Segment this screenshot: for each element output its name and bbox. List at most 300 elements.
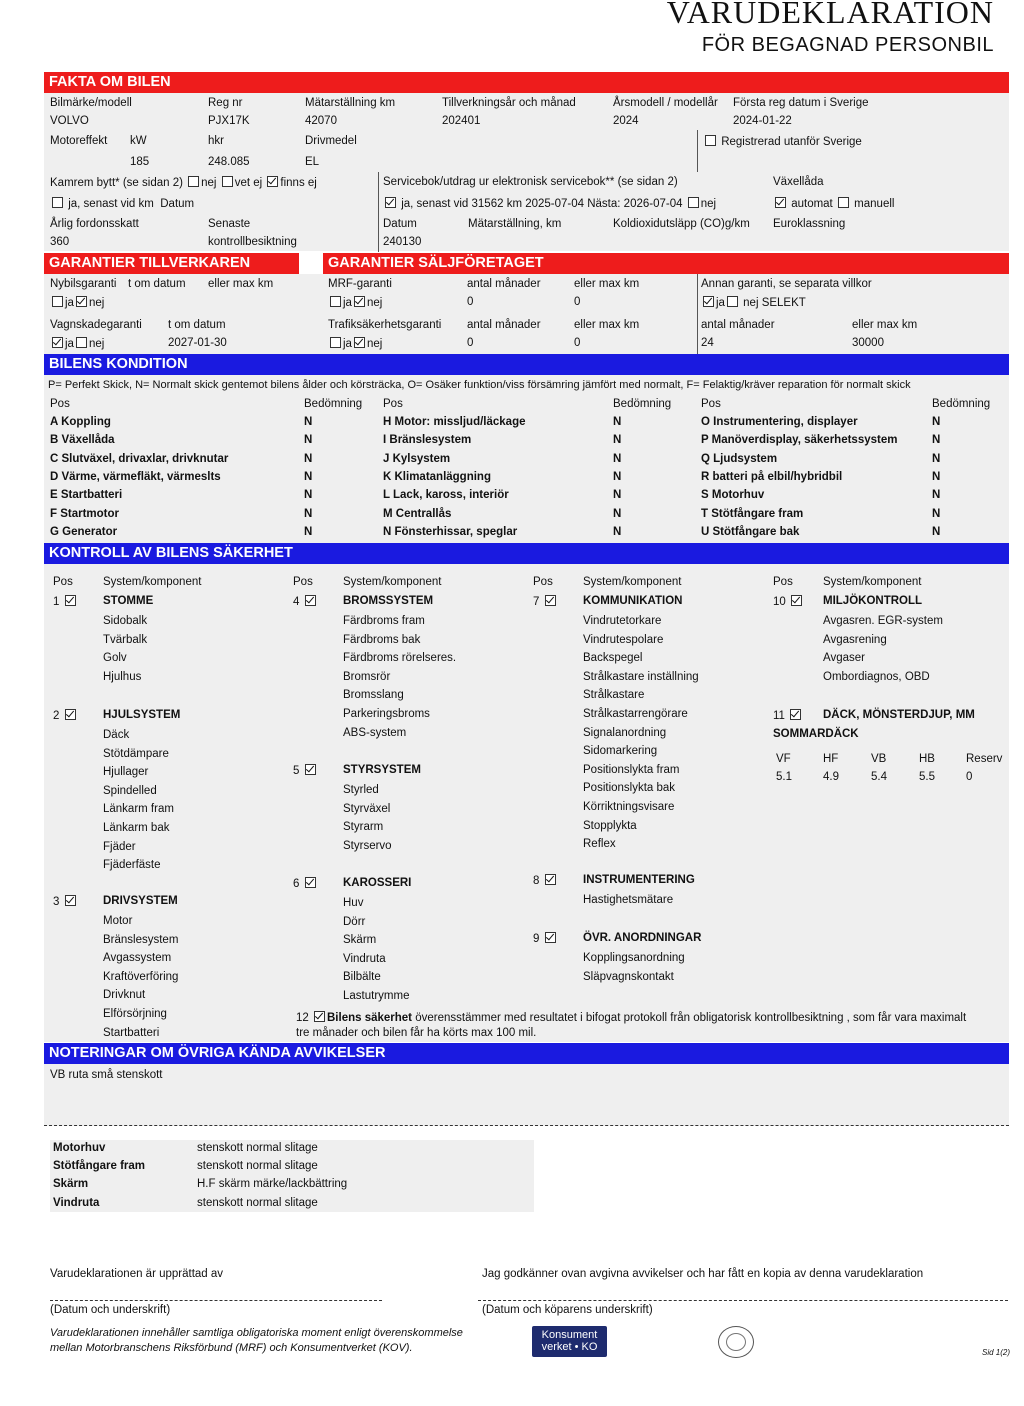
sakerhet-group-title: INSTRUMENTERING [583, 874, 695, 886]
vagn-ja-label: ja [65, 338, 74, 350]
trafik-antal-label: antal månader [467, 319, 541, 331]
section-fakta-heading: FAKTA OM BILEN [44, 72, 1009, 93]
noteringar-text: VB ruta små stenskott [50, 1069, 163, 1081]
sakerhet-group-title: HJULSYSTEM [103, 709, 181, 721]
avvikelse-value: stenskott normal slitage [197, 1142, 318, 1154]
kondition-item-value: N [613, 470, 622, 483]
kw-value: 185 [130, 156, 150, 168]
tyre-value: 5.5 [919, 771, 935, 783]
sakerhet-item: Avgaser [823, 652, 865, 665]
sakerhet-item: Hastighetsmätare [583, 894, 674, 906]
drivmedel-value: EL [305, 156, 320, 168]
sakerhet-item: Tvärbalk [103, 633, 148, 646]
kondition-item-name: D Värme, värmefläkt, värmeslts [50, 470, 221, 483]
sakerhet-item: Startbatteri [103, 1026, 160, 1039]
sakerhet-group-pos [53, 709, 78, 722]
manuell-checkbox[interactable] [838, 197, 849, 208]
trafik-ja-checkbox[interactable] [330, 337, 341, 348]
kondition-item-value: N [932, 489, 941, 502]
kamrem-finnsej-checkbox[interactable] [267, 176, 278, 187]
kondition-item-name: I Bränslesystem [383, 434, 472, 447]
sakerhet-item: Styrservo [343, 839, 392, 852]
mrf-seal-icon [718, 1326, 754, 1358]
kontroll-label: kontrollbesiktning [208, 236, 297, 248]
mrf-label: MRF-garanti [328, 278, 392, 290]
sakerhet-item: Vindrutespolare [583, 633, 664, 646]
annan-km: 30000 [852, 337, 884, 349]
kondition-item-value: N [932, 434, 941, 447]
sakerhet-group-checkbox[interactable] [65, 709, 76, 720]
vagn-ja-checkbox[interactable] [52, 337, 63, 348]
sakerhet-group-number: 9 [533, 933, 543, 945]
sakerhet-group-pos [293, 877, 318, 890]
nybil-maxkm-label: eller max km [208, 278, 274, 290]
sakerhet-group-checkbox[interactable] [545, 874, 556, 885]
regnr-label: Reg nr [208, 97, 243, 109]
avvikelse-value: H.F skärm märke/lackbättring [197, 1178, 348, 1191]
tyre-head: HB [919, 753, 935, 765]
kondition-item-value: N [304, 434, 313, 447]
forsta-label: Första reg datum i Sverige [733, 97, 869, 109]
sakerhet-group-title: KOMMUNIKATION [583, 595, 683, 607]
sakerhet-group-checkbox[interactable] [790, 709, 801, 720]
datum-kopare-label: (Datum och köparens underskrift) [482, 1304, 653, 1316]
page-number: Sid 1(2) [982, 1348, 1011, 1357]
arsmodell-value: 2024 [613, 115, 639, 127]
noteringar-panel [44, 1064, 1009, 1126]
skatt-label: Årlig fordonsskatt [50, 218, 139, 230]
vagn-datum: 2027-01-30 [168, 337, 227, 349]
sakerhet-group-title: ÖVR. ANORDNINGAR [583, 932, 702, 944]
service-ja-checkbox[interactable] [385, 197, 396, 208]
kondition-item-value: N [613, 452, 622, 465]
kondition-item-name: L Lack, kaross, interiör [383, 489, 509, 502]
note12-row [296, 1011, 966, 1024]
mrf-nej-checkbox[interactable] [354, 296, 365, 307]
kondition-item-name: O Instrumentering, displayer [701, 416, 858, 428]
kond-bed-3: Bedömning [932, 398, 991, 410]
konsumentverket-logo [532, 1326, 607, 1357]
forsta-value: 2024-01-22 [733, 115, 792, 127]
sakerhet-item: Avgasrening [823, 633, 887, 646]
section-garantier-salj-heading: GARANTIER SÄLJFÖRETAGET [323, 253, 1009, 274]
bilmarke-label: Bilmärke/modell [50, 97, 132, 109]
service-label: Servicebok/utdrag ur elektronisk servicebok** (se sidan 2) [383, 176, 678, 188]
sakerhet-group-number: 5 [293, 765, 303, 777]
nybil-choice [50, 296, 104, 309]
senaste-label: Senaste [208, 218, 251, 230]
tyre-value: 0 [966, 771, 973, 783]
annan-antal: 24 [701, 337, 714, 349]
sakerhet-item: Färdbroms fram [343, 615, 425, 627]
sakerhet-item: Dörr [343, 915, 366, 928]
sakerhet-group-title: DRIVSYSTEM [103, 895, 178, 907]
mrf-ja-label: ja [343, 297, 352, 309]
vagn-tom-label: t om datum [168, 319, 226, 331]
kondition-item-name: H Motor: missljud/läckage [383, 416, 526, 428]
annan-text: nej SELEKT [743, 297, 806, 309]
mrf-choice [328, 296, 382, 309]
kondition-item-value: N [932, 507, 941, 520]
kondition-item-value: N [932, 525, 941, 538]
note12-text2: tre månader och bilen får ha körts max 100 mil. [296, 1027, 537, 1039]
matar-label: Mätarställning km [305, 97, 396, 109]
sakerhet-item: Reflex [583, 838, 616, 851]
kondition-item-name: B Växellåda [50, 434, 115, 447]
sakerhet-item: Länkarm bak [103, 822, 170, 834]
sakerhet-item: Färdbroms bak [343, 633, 421, 646]
note12-text: överensstämmer med resultatet i bifogat protokoll från obligatorisk kontrollbesiktning , som får vara maximalt [412, 1012, 967, 1024]
kondition-item-name: Q Ljudsystem [701, 452, 778, 465]
kond-pos-2: Pos [383, 398, 403, 410]
mrf-ja-checkbox[interactable] [330, 296, 341, 307]
avvikelse-value: stenskott normal slitage [197, 1160, 318, 1173]
sakerhet-group-pos [773, 595, 804, 608]
divider [44, 1125, 1009, 1126]
sakerhet-item: Strålkastarrengörare [583, 708, 688, 720]
trafik-km: 0 [574, 337, 581, 349]
sakerhet-item: Släpvagnskontakt [583, 970, 674, 983]
page-title: VARUDEKLARATION [666, 0, 994, 30]
automat-checkbox[interactable] [775, 197, 786, 208]
trafik-choice [328, 337, 382, 350]
trafik-maxkm-label: eller max km [574, 319, 640, 331]
nybil-label: Nybilsgaranti [50, 278, 117, 290]
registrerad-checkbox[interactable] [705, 135, 716, 146]
divider [697, 274, 698, 354]
automat-label: automat [791, 198, 833, 210]
tyre-head: Reserv [966, 753, 1003, 765]
kondition-item-value: N [613, 416, 622, 428]
kondition-item-name: J Kylsystem [383, 452, 451, 465]
kamrem-vetej-label: vet ej [234, 177, 263, 189]
registrerad-utanfor [703, 135, 862, 148]
sakerhet-group-number: 1 [53, 596, 63, 608]
sakerhet-item: Motor [103, 915, 133, 927]
kamrem-label: Kamrem bytt* (se sidan 2) [50, 177, 183, 189]
sakerhet-group-number: 8 [533, 875, 543, 887]
sak-sys-4: System/komponent [823, 576, 922, 588]
service-nej-label: nej [700, 198, 717, 210]
kamrem-ja-label: ja, senast vid km [68, 198, 154, 210]
section-noteringar-heading: NOTERINGAR OM ÖVRIGA KÄNDA AVVIKELSER [44, 1043, 1009, 1064]
trafik-nej-label: nej [366, 338, 383, 350]
sakerhet-group-number: 6 [293, 878, 303, 890]
divider [378, 172, 379, 252]
tyre-head: HF [823, 753, 839, 765]
sakerhet-item: Körriktningsvisare [583, 801, 675, 813]
service-nej-checkbox[interactable] [688, 197, 699, 208]
sakerhet-group-pos [53, 895, 78, 908]
sakerhet-group-checkbox[interactable] [65, 895, 76, 906]
sakerhet-item: Länkarm fram [103, 803, 174, 816]
kamrem-nej-label: nej [201, 177, 217, 189]
kondition-legend: P= Perfekt Skick, N= Normalt skick gentemot bilens ålder och körsträcka, O= Osäker funktion/viss försämring jämfört med normalt, F= Felaktig/kräver reparation för normalt skick [48, 379, 911, 391]
sakerhet-group-title: MILJÖKONTROLL [823, 595, 923, 607]
avvikelse-key: Stötfångare fram [53, 1160, 146, 1173]
sakerhet-group-pos [533, 595, 558, 608]
avvikelse-key: Skärm [53, 1178, 89, 1191]
sakerhet-item: Ombordiagnos, OBD [823, 670, 930, 683]
sakerhet-item: Golv [103, 652, 127, 665]
note12-bold: Bilens säkerhet [327, 1012, 413, 1024]
kondition-item-name: F Startmotor [50, 507, 119, 520]
kondition-item-value: N [932, 416, 941, 428]
sakerhet-item: Spindelled [103, 784, 157, 797]
tyre-value: 5.4 [871, 771, 887, 783]
sakerhet-group-number: 2 [53, 710, 63, 722]
kondition-item-value: N [304, 525, 313, 538]
sakerhet-group-number: 3 [53, 896, 63, 908]
sakerhet-group-pos [773, 709, 803, 722]
section-kondition-heading: BILENS KONDITION [44, 354, 1009, 375]
sakerhet-group-checkbox[interactable] [545, 932, 556, 943]
sakerhet-item: Positionslykta bak [583, 782, 676, 795]
kondition-item-name: N Fönsterhissar, speglar [383, 525, 518, 538]
sakerhet-item: Kraftöverföring [103, 970, 179, 983]
hkr-value: 248.085 [208, 156, 250, 168]
sakerhet-item: Stopplykta [583, 819, 637, 832]
sakerhet-item: Hjulhus [103, 670, 142, 683]
datum-label: Datum [383, 218, 417, 230]
kondition-item-name: G Generator [50, 525, 118, 538]
nybil-nej-checkbox[interactable] [76, 296, 87, 307]
drivmedel-label: Drivmedel [305, 135, 357, 147]
sommardack-label: SOMMARDÄCK [773, 728, 859, 740]
kamrem-datum-label: Datum [160, 198, 195, 210]
sakerhet-group-checkbox[interactable] [65, 595, 76, 606]
kamrem-ja-row [50, 197, 194, 210]
sakerhet-item: Avgasren. EGR-system [823, 615, 943, 627]
mrf-km: 0 [574, 296, 581, 308]
kondition-item-value: N [304, 507, 313, 520]
tyre-head: VB [871, 753, 887, 765]
kw-label: kW [130, 135, 147, 147]
sakerhet-group-checkbox[interactable] [305, 877, 316, 888]
kondition-item-value: N [304, 470, 313, 483]
kondition-item-name: K Klimatanläggning [383, 470, 491, 483]
sakerhet-item: Parkeringsbroms [343, 708, 430, 720]
sakerhet-item: Avgassystem [103, 952, 172, 965]
kondition-item-name: A Koppling [50, 416, 111, 428]
sakerhet-group-title: BROMSSYSTEM [343, 595, 434, 607]
sakerhet-group-pos [293, 595, 318, 608]
sakerhet-item: Elförsörjning [103, 1008, 167, 1020]
sakerhet-item: Hjullager [103, 766, 149, 779]
kondition-item-value: N [932, 470, 941, 483]
kamrem-row [50, 176, 317, 189]
sakerhet-item: Lastutrymme [343, 990, 410, 1002]
kond-pos-1: Pos [50, 398, 70, 410]
avvikelse-value: stenskott normal slitage [197, 1196, 318, 1209]
sakerhet-group-checkbox[interactable] [545, 595, 556, 606]
sakerhet-item: Vindruta [343, 952, 386, 965]
annan-km-label: eller max km [852, 319, 918, 331]
sakerhet-group-pos [53, 595, 78, 608]
sakerhet-item: Strålkastare [583, 689, 645, 702]
sakerhet-item: Positionslykta fram [583, 763, 680, 776]
kamrem-vetej-checkbox[interactable] [222, 176, 233, 187]
kondition-item-name: T Stötfångare fram [701, 507, 804, 520]
sakerhet-item: Fjäder [103, 840, 136, 853]
trafik-label: Trafiksäkerhetsgaranti [328, 319, 442, 331]
sakerhet-group-checkbox[interactable] [305, 764, 316, 775]
kondition-item-name: R batteri på elbil/hybridbil [701, 470, 843, 483]
sak-pos-4: Pos [773, 576, 793, 588]
page-subtitle: FÖR BEGAGNAD PERSONBIL [701, 34, 994, 56]
vagn-nej-checkbox[interactable] [76, 337, 87, 348]
tyre-value: 5.1 [776, 771, 792, 783]
kondition-item-name: U Stötfångare bak [701, 525, 800, 538]
sakerhet-group-pos [293, 764, 318, 777]
bilmarke-value: VOLVO [50, 115, 89, 127]
kond-pos-3: Pos [701, 398, 721, 410]
sak-pos-2: Pos [293, 576, 313, 588]
kamrem-nej-checkbox[interactable] [188, 176, 199, 187]
sakerhet-group-title: KAROSSERI [343, 877, 412, 889]
sakerhet-item: ABS-system [343, 726, 407, 739]
sakerhet-group-title: DÄCK, MÖNSTERDJUP, MM [823, 709, 975, 721]
sakerhet-item: Sidomarkering [583, 745, 658, 758]
sakerhet-item: Signalanordning [583, 726, 667, 739]
sakerhet-group-checkbox[interactable] [305, 595, 316, 606]
sakerhet-group-number: 11 [773, 710, 789, 722]
sakerhet-item: Färdbroms rörelseres. [343, 652, 457, 665]
kamrem-ja-checkbox[interactable] [52, 197, 63, 208]
mrf-antal-label: antal månader [467, 278, 541, 290]
sakerhet-group-pos [533, 932, 558, 945]
datum-sign-label: (Datum och underskrift) [50, 1304, 171, 1316]
footer-note-2: mellan Motorbranschens Riksförbund (MRF) och Konsumentverket (KOV). [50, 1342, 413, 1354]
kondition-item-value: N [613, 489, 622, 502]
sakerhet-item: Styrväxel [343, 802, 391, 815]
sakerhet-item: Skärm [343, 934, 377, 947]
kond-bed-1: Bedömning [304, 398, 363, 410]
nybil-tom-label: t om datum [128, 278, 186, 290]
kondition-item-name: P Manöverdisplay, säkerhetssystem [701, 434, 898, 447]
kondition-item-value: N [304, 416, 313, 428]
co2-label: Koldioxidutsläpp (CO)g/km [613, 218, 750, 230]
arsmodell-label: Årsmodell / modellår [613, 97, 718, 109]
section-garantier-tillv-heading: GARANTIER TILLVERKAREN [44, 253, 299, 274]
note12-number: 12 [296, 1012, 309, 1024]
kov-line-1: Konsument [541, 1329, 598, 1341]
trafik-ja-label: ja [343, 338, 352, 350]
footer-note-1: Varudeklarationen innehåller samtliga obligatoriska moment enligt överenskommelse [50, 1327, 463, 1339]
upprattad-label: Varudeklarationen är upprättad av [50, 1268, 224, 1280]
mrf-maxkm-label: eller max km [574, 278, 640, 290]
motoreffekt-label: Motoreffekt [50, 135, 108, 147]
tyre-value: 4.9 [823, 771, 839, 783]
tillv-value: 202401 [442, 115, 481, 127]
registrerad-label: Registrerad utanför Sverige [721, 136, 862, 148]
nybil-nej-label: nej [88, 297, 105, 309]
sakerhet-item: Bromsrör [343, 670, 391, 683]
sakerhet-item: Fjäderfäste [103, 859, 161, 872]
sakerhet-group-title: STOMME [103, 595, 154, 607]
kondition-item-value: N [613, 507, 622, 520]
annan-antal-label: antal månader [701, 319, 775, 331]
sakerhet-item: Strålkastare inställning [583, 670, 699, 683]
signature-line-buyer[interactable] [478, 1300, 1008, 1301]
sakerhet-group-pos [533, 874, 558, 887]
trafik-nej-checkbox[interactable] [354, 337, 365, 348]
trafik-antal: 0 [467, 337, 474, 349]
sakerhet-item: Huv [343, 897, 364, 909]
sakerhet-item: Bromsslang [343, 689, 404, 702]
mrf-nej-label: nej [366, 297, 383, 309]
service-text: ja, senast vid 31562 km 2025-07-04 Nästa: 2026-07-04 [401, 198, 683, 210]
hkr-label: hkr [208, 135, 224, 147]
regnr-value: PJX17K [208, 115, 250, 127]
vagn-choice [50, 337, 104, 350]
sakerhet-group-title: STYRSYSTEM [343, 764, 421, 776]
sak-sys-2: System/komponent [343, 576, 442, 588]
sak-pos-3: Pos [533, 576, 553, 588]
kondition-item-value: N [304, 489, 313, 502]
sakerhet-group-number: 4 [293, 596, 303, 608]
sakerhet-item: Stötdämpare [103, 747, 169, 760]
nybil-ja-label: ja [65, 297, 74, 309]
sakerhet-item: Drivknut [103, 989, 146, 1002]
kondition-item-value: N [613, 525, 622, 538]
kondition-item-value: N [304, 452, 313, 465]
kondition-item-name: S Motorhuv [701, 489, 765, 502]
sak-sys-3: System/komponent [583, 576, 682, 588]
matar-value: 42070 [305, 115, 337, 127]
nybil-ja-checkbox[interactable] [52, 296, 63, 307]
sakerhet-item: Styrarm [343, 821, 384, 834]
sakerhet-item: Backspegel [583, 652, 643, 665]
kondition-item-name: M Centrallås [383, 507, 452, 520]
sakerhet-item: Kopplingsanordning [583, 952, 685, 964]
kov-line-2: verket • KO [541, 1341, 598, 1353]
annan-label: Annan garanti, se separata villkor [701, 278, 872, 290]
tyre-head: VF [776, 753, 791, 765]
vaxellada-label: Växellåda [773, 176, 824, 188]
section-sakerhet-heading: KONTROLL AV BILENS SÄKERHET [44, 543, 1009, 564]
signature-line-seller[interactable] [50, 1300, 382, 1301]
sakerhet-group-checkbox[interactable] [791, 595, 802, 606]
avvikelse-key: Motorhuv [53, 1142, 106, 1154]
vagn-label: Vagnskadegaranti [50, 319, 142, 331]
matar2-label: Mätarställning, km [468, 218, 562, 230]
mrf-antal: 0 [467, 296, 474, 308]
note12-checkbox[interactable] [314, 1011, 325, 1022]
annan-ja-checkbox[interactable] [703, 296, 714, 307]
manuell-label: manuell [854, 198, 895, 210]
annan-choice [701, 296, 806, 309]
annan-ja-label: ja [716, 297, 725, 309]
euro-label: Euroklassning [773, 218, 846, 230]
godkanner-label: Jag godkänner ovan avgivna avvikelser och har fått en kopia av denna varudeklaration [482, 1268, 924, 1280]
sak-pos-1: Pos [53, 576, 73, 588]
sak-sys-1: System/komponent [103, 576, 202, 588]
sakerhet-item: Vindrutetorkare [583, 615, 662, 627]
sakerhet-item: Bilbälte [343, 971, 381, 984]
kond-bed-2: Bedömning [613, 398, 672, 410]
annan-nej-checkbox[interactable] [727, 296, 738, 307]
sakerhet-group-number: 7 [533, 596, 543, 608]
sakerhet-item: Bränslesystem [103, 933, 179, 946]
vagn-nej-label: nej [88, 338, 105, 350]
kondition-item-value: N [613, 434, 622, 447]
sakerhet-group-number: 10 [773, 596, 789, 608]
service-row [383, 197, 716, 210]
kamrem-finnsej-label: finns ej [280, 177, 317, 189]
vaxellada-row [773, 197, 894, 210]
skatt-value: 360 [50, 236, 70, 248]
